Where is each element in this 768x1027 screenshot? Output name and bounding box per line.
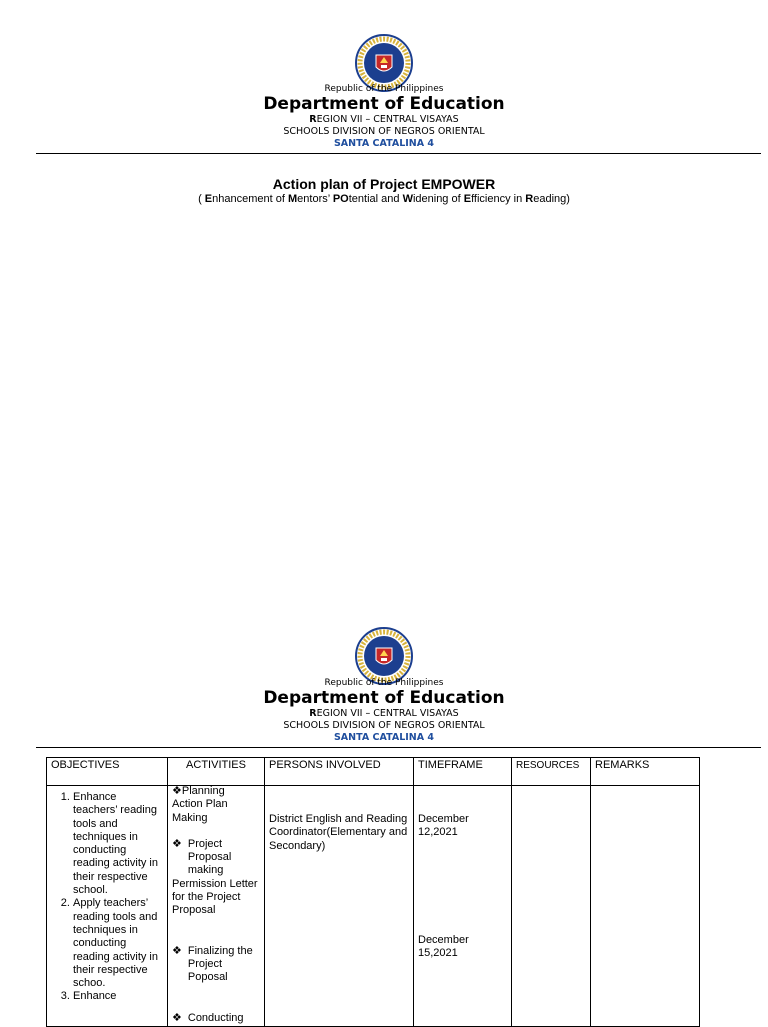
- deped-seal-logo: [354, 626, 414, 686]
- activity-item-continued: Permission Letter for the Project Proposal: [172, 877, 258, 917]
- timeframe-date: December 15,2021: [418, 933, 469, 959]
- col-header-resources: RESOURCES: [512, 758, 591, 786]
- document-title: Action plan of Project EMPOWER: [272, 176, 496, 192]
- diamond-bullet-icon: ❖: [172, 1011, 182, 1024]
- persons-cell: [265, 786, 414, 1027]
- division-line: SCHOOLS DIVISION OF NEGROS ORIENTAL: [283, 720, 485, 731]
- objective-item: 3. Enhance: [73, 990, 163, 1003]
- objective-item: 1. Enhance teachers’ reading tools and techniques in conducting reading activity in their respective school.: [73, 791, 163, 897]
- col-header-activities: ACTIVITIES: [168, 758, 265, 786]
- activity-item: ❖ Project Proposal making: [172, 837, 232, 877]
- col-header-timeframe: TIMEFRAME: [414, 758, 512, 786]
- activity-item: ❖Planning: [172, 785, 225, 797]
- subtitle-text: idening of: [412, 193, 464, 205]
- col-header-persons: PERSONS INVOLVED: [265, 758, 414, 786]
- acronym-letter: PO: [332, 193, 349, 205]
- acronym-letter: E: [204, 193, 213, 205]
- subtitle-text: eading): [533, 193, 570, 205]
- table-row: [47, 786, 700, 1027]
- col-header-objectives: OBJECTIVES: [47, 758, 168, 786]
- action-plan-table: [46, 757, 700, 1027]
- persons-involved-text: District English and Reading Coordinator(Elementary and Secondary): [269, 813, 408, 852]
- diamond-bullet-icon: ❖: [172, 944, 182, 957]
- district-line: SANTA CATALINA 4: [333, 732, 435, 743]
- diamond-bullet-icon: ❖: [172, 785, 182, 797]
- district-line: SANTA CATALINA 4: [333, 138, 435, 149]
- subtitle-text: (: [198, 193, 205, 205]
- resources-cell: [512, 786, 591, 1027]
- objective-item: 2. Apply teachers’ reading tools and techniques in conducting reading activity in their respective schoo.: [73, 897, 163, 990]
- republic-line: Republic of the Philippines: [324, 84, 444, 94]
- remarks-cell: [591, 786, 700, 1027]
- department-name: Department of Education: [263, 94, 505, 114]
- diamond-bullet-icon: ❖: [172, 837, 182, 850]
- division-line: SCHOOLS DIVISION OF NEGROS ORIENTAL: [283, 126, 485, 137]
- republic-line: Republic of the Philippines: [324, 678, 444, 688]
- subtitle-text: entors’: [297, 193, 333, 205]
- subtitle-text: fficiency in: [471, 193, 526, 205]
- activity-item: ❖ Conducting: [172, 1011, 244, 1024]
- region-line: REGION VII – CENTRAL VISAYAS: [309, 708, 459, 719]
- header-divider: [36, 747, 761, 748]
- header-divider: [36, 153, 761, 154]
- objectives-cell: [47, 786, 168, 1027]
- activity-item: ❖ Finalizing the Project Poposal: [172, 944, 253, 984]
- col-header-remarks: REMARKS: [591, 758, 700, 786]
- region-line: REGION VII – CENTRAL VISAYAS: [309, 114, 459, 125]
- department-name: Department of Education: [263, 688, 505, 708]
- activities-cell: [168, 786, 265, 1027]
- activity-item-continued: Action Plan Making: [172, 798, 228, 824]
- timeframe-cell: [414, 786, 512, 1027]
- subtitle-text: nhancement of: [212, 193, 288, 205]
- acronym-letter: E: [463, 193, 472, 205]
- subtitle-text: tential and: [348, 193, 403, 205]
- acronym-letter: W: [402, 193, 413, 205]
- document-subtitle: [0, 193, 768, 205]
- table-header-row: [47, 758, 700, 786]
- timeframe-date: December 12,2021: [418, 813, 469, 839]
- acronym-letter: M: [287, 193, 298, 205]
- acronym-letter: R: [525, 193, 534, 205]
